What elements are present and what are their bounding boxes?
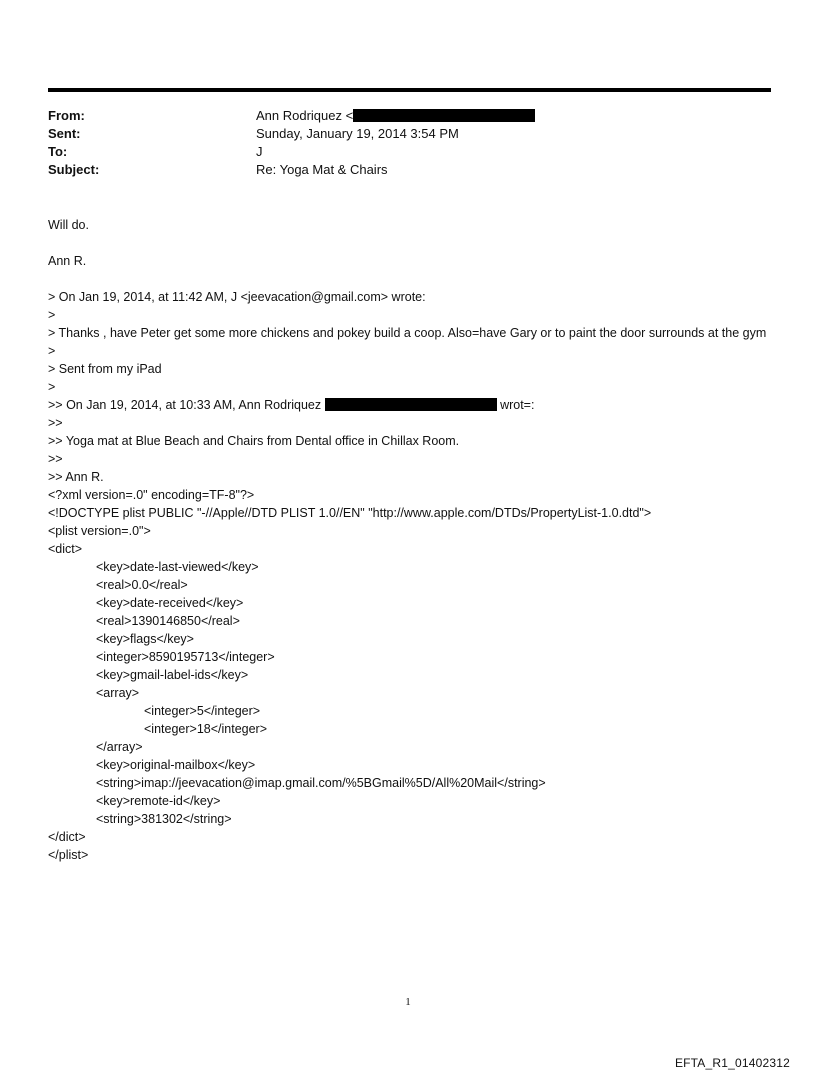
quote-line: >> Ann R. xyxy=(48,470,104,484)
quote-line: > On Jan 19, 2014, at 11:42 AM, J <jeevacation@gmail.com> wrote: xyxy=(48,290,426,304)
from-label: From: xyxy=(48,108,85,123)
plist-line: <!DOCTYPE plist PUBLIC "-//Apple//DTD PLIST 1.0//EN" "http://www.apple.com/DTDs/PropertyList-1.0.dtd"> xyxy=(48,506,652,520)
plist-line: <key>date-last-viewed</key> xyxy=(96,560,259,574)
plist-line: <dict> xyxy=(48,542,83,556)
quote-line: >> xyxy=(48,416,63,430)
subject-label: Subject: xyxy=(48,162,100,177)
quote-line xyxy=(48,396,768,414)
from-value xyxy=(256,108,535,123)
document-stamp: EFTA_R1_01402312 xyxy=(674,1056,790,1070)
quote-line: > xyxy=(48,380,56,394)
plist-line: <string>381302</string> xyxy=(96,812,232,826)
signature: Ann R. xyxy=(48,254,87,268)
plist-line: <string>imap://jeevacation@imap.gmail.com/%5BGmail%5D/All%20Mail</string> xyxy=(96,776,546,790)
plist-line: <plist version=.0"> xyxy=(48,524,151,538)
plist-line: <key>remote-id</key> xyxy=(96,794,221,808)
sent-label: Sent: xyxy=(48,126,81,141)
plist-line: <integer>8590195713</integer> xyxy=(96,650,275,664)
plist-line: </dict> xyxy=(48,830,86,844)
redaction-bar xyxy=(325,398,497,411)
redaction-bar xyxy=(353,109,535,122)
plist-line: <key>date-received</key> xyxy=(96,596,244,610)
page-number: 1 xyxy=(405,996,411,1008)
from-name: Ann Rodriquez < xyxy=(256,108,354,123)
sent-value: Sunday, January 19, 2014 3:54 PM xyxy=(256,126,459,141)
plist-line: <integer>5</integer> xyxy=(144,704,261,718)
plist-line: <real>1390146850</real> xyxy=(96,614,240,628)
plist-line: </array> xyxy=(96,740,143,754)
plist-line: <key>gmail-label-ids</key> xyxy=(96,668,249,682)
quote-line: >> Yoga mat at Blue Beach and Chairs from Dental office in Chillax Room. xyxy=(48,434,460,448)
quote-line: > Sent from my iPad xyxy=(48,362,162,376)
plist-line: <integer>18</integer> xyxy=(144,722,268,736)
plist-line: <key>flags</key> xyxy=(96,632,194,646)
subject-value: Re: Yoga Mat & Chairs xyxy=(256,162,388,177)
quote-line-start: >> On Jan 19, 2014, at 10:33 AM, Ann Rodriquez xyxy=(48,398,322,412)
plist-line: <key>original-mailbox</key> xyxy=(96,758,256,772)
to-label: To: xyxy=(48,144,68,159)
email-body xyxy=(48,216,768,864)
quote-line: > xyxy=(48,344,56,358)
plist-line: <?xml version=.0" encoding=TF-8"?> xyxy=(48,488,255,502)
quote-line: > Thanks , have Peter get some more chickens and pokey build a coop. Also=have Gary or to paint the door surrounds at the gym xyxy=(48,326,767,340)
header-rule xyxy=(48,88,771,92)
plist-line: <real>0.0</real> xyxy=(96,578,188,592)
quote-line: >> xyxy=(48,452,63,466)
quote-line: > xyxy=(48,308,56,322)
quote-line-end: wrot=: xyxy=(496,398,535,412)
to-value: J xyxy=(256,144,263,159)
plist-line: </plist> xyxy=(48,848,89,862)
plist-line: <array> xyxy=(96,686,140,700)
reply-text: Will do. xyxy=(48,218,89,232)
